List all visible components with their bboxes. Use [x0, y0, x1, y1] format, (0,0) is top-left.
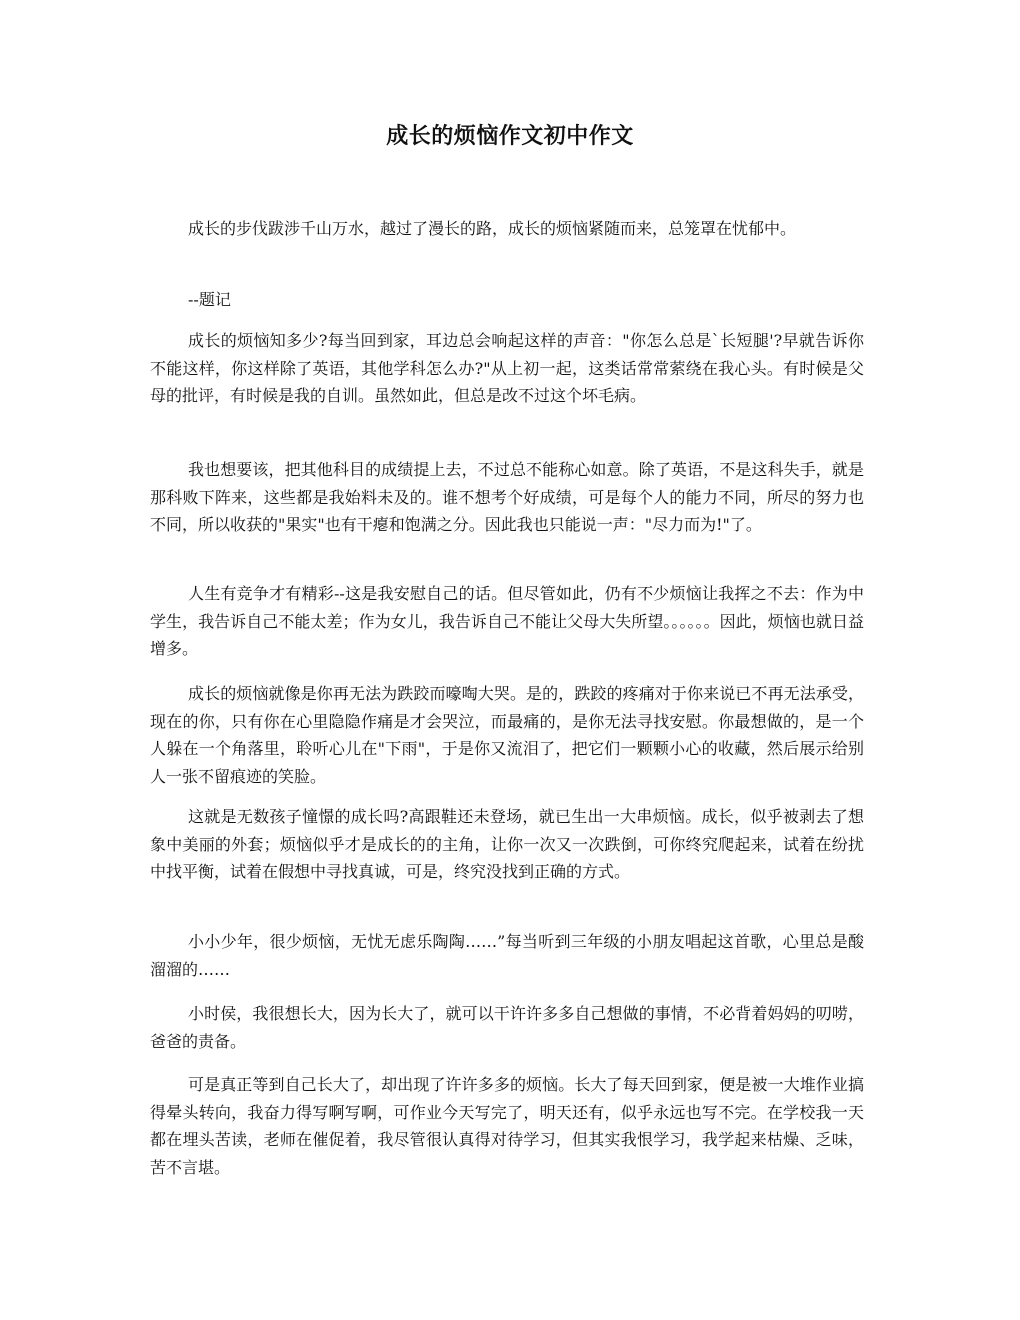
paragraph-2: --题记	[188, 290, 231, 309]
paragraph-1: 成长的步伐跋涉千山万水，越过了漫长的路，成长的烦恼紧随而来，总笼罩在忧郁中。	[188, 219, 797, 238]
paragraph-3: 成长的烦恼知多少?每当回到家，耳边总会响起这样的声音："你怎么总是`长短腿'?早就告诉你不能这样，你这样除了英语，其他学科怎么办?"从上初一起，这类话常常萦绕在我心头。有时候是父母的批评，有时候是我的自训。虽然如此，但总是改不过这个坏毛病。	[150, 331, 864, 405]
paragraph-6: 成长的烦恼就像是你再无法为跌跤而嚎啕大哭。是的，跌跤的疼痛对于你来说已不再无法承受，现在的你，只有你在心里隐隐作痛是才会哭泣，而最痛的，是你无法寻找安慰。你最想做的，是一个人躲在一个角落里，聆听心儿在"下雨"，于是你又流泪了，把它们一颗颗小心的收藏，然后展示给别人一张不留痕迹的笑脸。	[150, 684, 864, 786]
paragraph-7: 这就是无数孩子憧憬的成长吗?高跟鞋还未登场，就已生出一大串烦恼。成长，似乎被剥去了想象中美丽的外套；烦恼似乎才是成长的的主角，让你一次又一次跌倒，可你终究爬起来，试着在纷扰中找平衡，试着在假想中寻找真诚，可是，终究没找到正确的方式。	[150, 807, 864, 881]
page-title: 成长的烦恼作文初中作文	[386, 123, 634, 149]
paragraph-10: 可是真正等到自己长大了，却出现了许许多多的烦恼。长大了每天回到家，便是被一大堆作业搞得晕头转向，我奋力得写啊写啊，可作业今天写完了，明天还有，似乎永远也写不完。在学校我一天都在埋头苦读，老师在催促着，我尽管很认真得对待学习，但其实我恨学习，我学起来枯燥、乏味，苦不言堪。	[150, 1075, 864, 1177]
paragraph-4: 我也想要该，把其他科目的成绩提上去，不过总不能称心如意。除了英语，不是这科失手，就是那科败下阵来，这些都是我始料未及的。谁不想考个好成绩，可是每个人的能力不同，所尽的努力也不同，所以收获的"果实"也有干瘪和饱满之分。因此我也只能说一声："尽力而为!"了。	[150, 460, 864, 534]
paragraph-5: 人生有竞争才有精彩--这是我安慰自己的话。但尽管如此，仍有不少烦恼让我挥之不去：作为中学生，我告诉自己不能太差；作为女儿，我告诉自己不能让父母大失所望。。。。。。因此，烦恼也就日益增多。	[150, 584, 864, 658]
paragraph-9: 小时侯，我很想长大，因为长大了，就可以干许许多多自己想做的事情，不必背着妈妈的叨唠，爸爸的责备。	[150, 1004, 864, 1051]
paragraph-8: 小小少年，很少烦恼，无忧无虑乐陶陶……”每当听到三年级的小朋友唱起这首歌，心里总是酸溜溜的……	[150, 932, 864, 979]
